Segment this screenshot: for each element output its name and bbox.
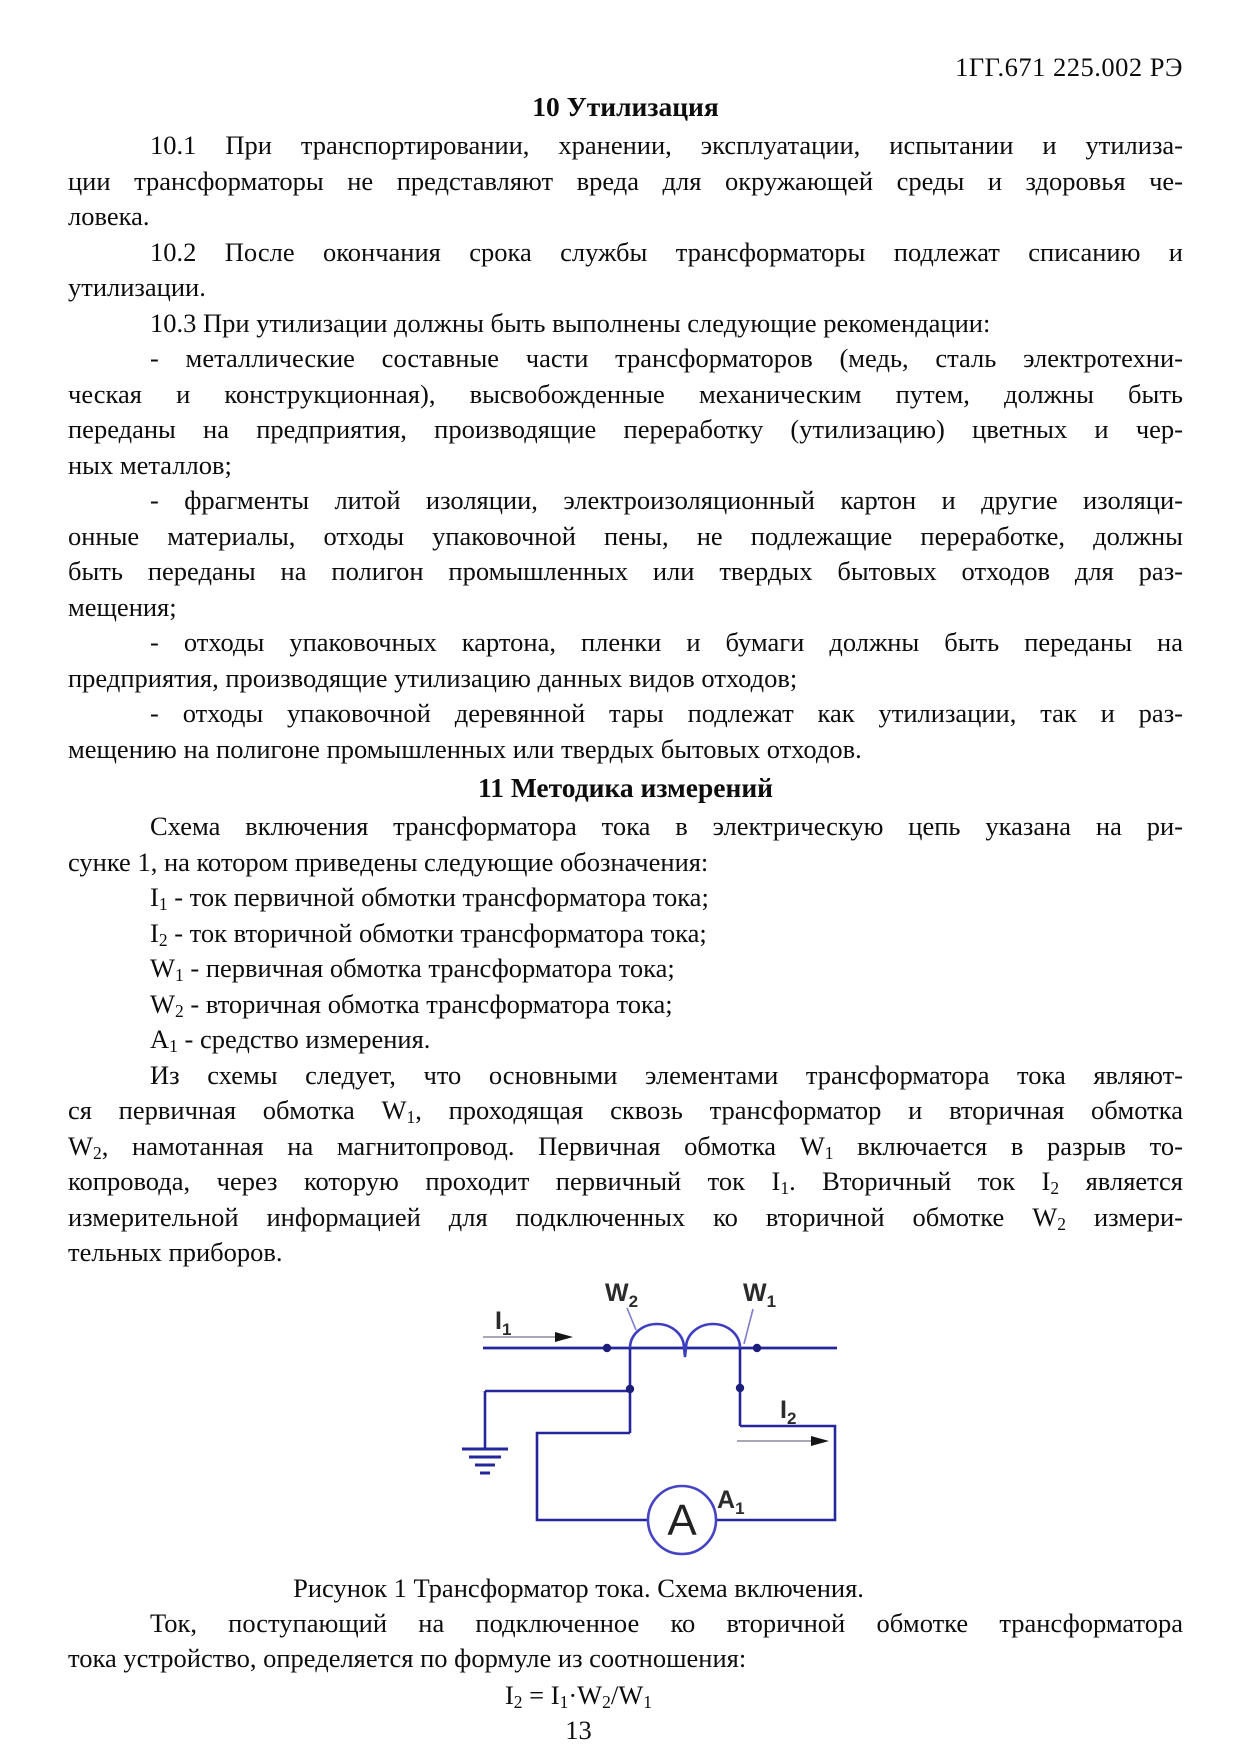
page-number: 13 [565, 1714, 592, 1745]
text-line: ся первичная обмотка $W_1$, проходящая сквозь трансформатор и вторичная обмотка [68, 1095, 1183, 1128]
section-10-heading: 10 Утилизация [532, 91, 719, 122]
label-a1: $A_1$ [717, 1485, 745, 1518]
w2-leader-line [627, 1308, 636, 1330]
section-11-definitions [68, 880, 1183, 1058]
text-line: ческая и конструкционная), высвобожденные механическим путем, должны быть [68, 378, 1183, 409]
text-line: копровода, через которую проходит первичный ток $I_1$. Вторичный ток $I_2$ является [68, 1166, 1183, 1199]
figure-1-current-transformer-circuit [455, 1273, 855, 1570]
formula: $I_2 = I_1\cdot W_2/W_1$ [504, 1679, 653, 1712]
text-line: $I_2$ - ток вторичной обмотки трансформатора тока; [150, 917, 707, 950]
ground-symbol-icon [462, 1449, 508, 1473]
document-number: 1ГГ.671 225.002 РЭ [955, 52, 1183, 82]
label-i1: $I_1$ [495, 1306, 512, 1339]
i2-arrow [737, 1436, 829, 1446]
circuit-diagram [455, 1273, 855, 1563]
text-line: 10.1 При транспортировании, хранении, эксплуатации, испытании и утилиза- [150, 130, 1183, 160]
text-line: предприятия, производящие утилизацию данных видов отходов; [68, 662, 798, 693]
text-line: ловека. [68, 201, 150, 231]
junction-dots [603, 1343, 761, 1392]
text-line: $W_2$, намотанная на магнитопровод. Первичная обмотка $W_1$ включается в разрыв то- [68, 1130, 1183, 1163]
text-line: ных металлов; [68, 449, 232, 480]
text-line: онные материалы, отходы упаковочной пены, не подлежащие переработке, должны [68, 520, 1183, 551]
text-line: ции трансформаторы не представляют вреда для окружающей среды и здоровья че- [68, 165, 1183, 196]
text-line: - металлические составные части трансформаторов (медь, сталь электротехни- [150, 343, 1183, 373]
text-line: сунке 1, на котором приведены следующие обозначения: [68, 846, 709, 877]
text-line: тельных приборов. [68, 1237, 283, 1267]
text-line: утилизации. [68, 272, 206, 302]
w1-leader-line [744, 1309, 753, 1344]
text-line: $W_2$ - вторичная обмотка трансформатора тока; [150, 988, 673, 1021]
text-line: $I_1$ - ток первичной обмотки трансформатора тока; [150, 882, 709, 915]
section-11-intro [68, 809, 1183, 880]
text-line: 10.2 После окончания срока службы трансформаторы подлежат списанию и [150, 236, 1183, 267]
text-line: 10.3 При утилизации должны быть выполнены следующие рекомендации: [150, 307, 991, 338]
i1-arrowhead-icon [555, 1332, 573, 1342]
label-w2: $W_2$ [605, 1278, 639, 1311]
figure-caption: Рисунок 1 Трансформатор тока. Схема включения. [293, 1572, 864, 1603]
transformer-winding-coil [630, 1324, 740, 1357]
text-line: - фрагменты литой изоляции, электроизоляционный картон и другие изоляци- [150, 485, 1183, 515]
text-line: измерительной информацией для подключенных ко вторичной обмотке $W_2$ измери- [68, 1201, 1183, 1234]
section-10-body [68, 128, 1183, 767]
text-line: - отходы упаковочной деревянной тары подлежат как утилизации, так и раз- [150, 698, 1183, 728]
text-line: мещения; [68, 591, 177, 622]
text-line: мещению на полигоне промышленных или твердых бытовых отходов. [68, 733, 862, 764]
section-11-heading: 11 Методика измерений [477, 772, 774, 803]
meter-loop-left-wire [537, 1433, 648, 1520]
section-11-body [68, 1058, 1183, 1271]
closing-paragraph [68, 1606, 1183, 1677]
text-line: переданы на предприятия, производящие переработку (утилизацию) цветных и чер- [68, 414, 1183, 444]
text-line: $A_1$ - средство измерения. [150, 1024, 431, 1057]
text-line: быть переданы на полигон промышленных или твердых бытовых отходов для раз- [68, 556, 1183, 586]
text-line: Из схемы следует, что основными элементами трансформатора тока являют- [150, 1059, 1183, 1090]
text-line: Схема включения трансформатора тока в электрическую цепь указана на ри- [150, 811, 1183, 841]
text-line: тока устройство, определяется по формуле из соотношения: [68, 1643, 747, 1673]
ammeter-letter: A [667, 1495, 697, 1545]
text-line: - отходы упаковочных картона, пленки и бумаги должны быть переданы на [150, 627, 1183, 657]
i2-arrowhead-icon [811, 1436, 829, 1446]
label-i2: $I_2$ [780, 1395, 797, 1428]
text-line: $W_1$ - первичная обмотка трансформатора тока; [150, 953, 675, 986]
label-w1: $W_1$ [743, 1278, 777, 1311]
text-line: Ток, поступающий на подключенное ко вторичной обмотке трансформатора [150, 1607, 1183, 1638]
